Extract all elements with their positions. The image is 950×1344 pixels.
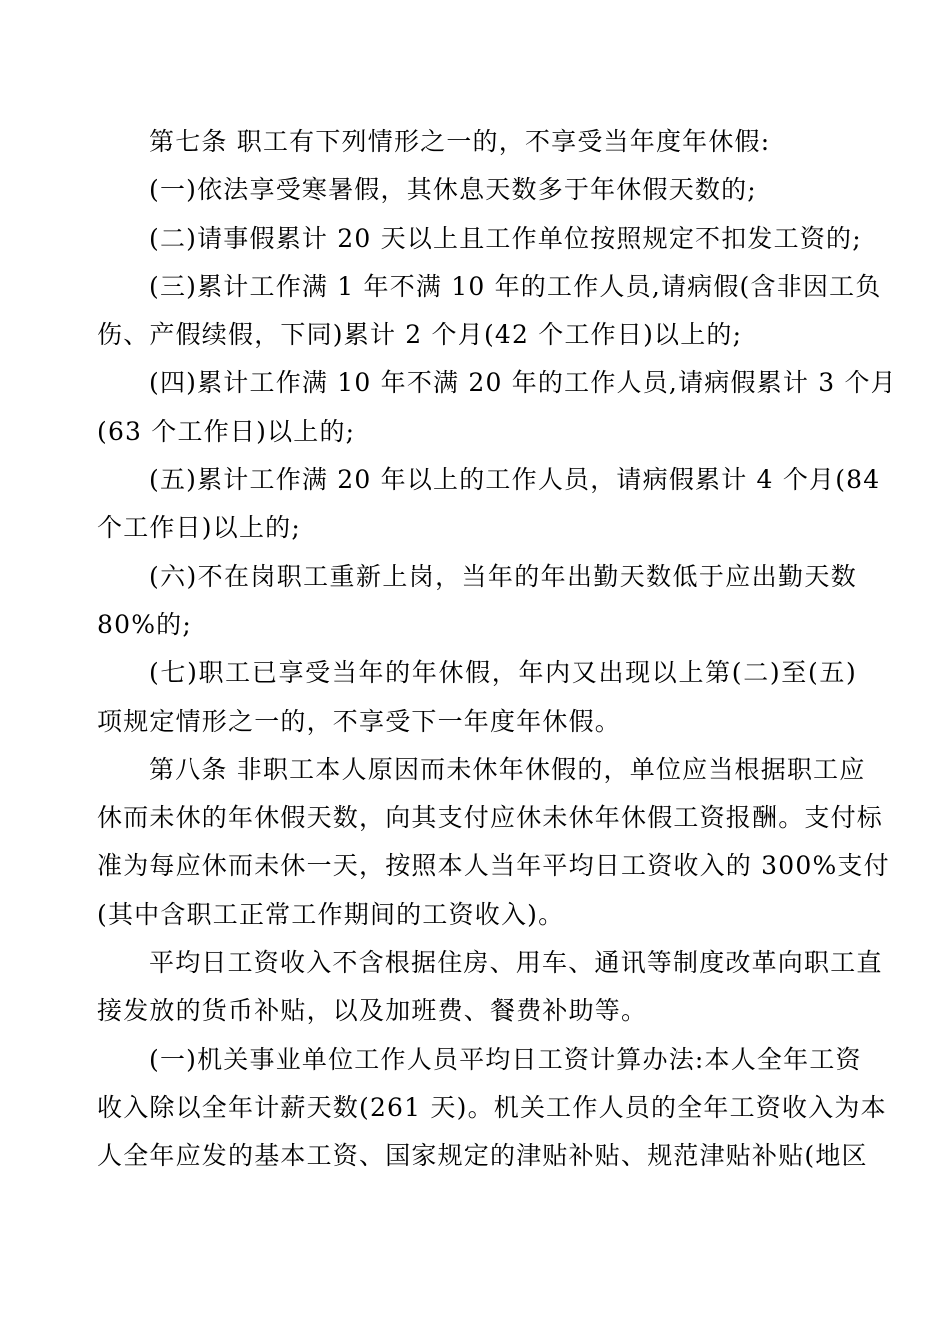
article-7-heading: 第七条 职工有下列情形之一的，不享受当年度年休假: [149,127,771,156]
article-7-item-7-line-2: 项规定情形之一的，不享受下一年度年休假。 [97,706,622,736]
article-7-item-3-line-2: 伤、产假续假，下同)累计 2 个月(42 个工作日)以上的; [97,320,743,350]
article-8-line-4: (其中含职工正常工作期间的工资收入)。 [97,899,565,929]
article-7-item-5-line-2: 个工作日)以上的; [97,513,301,543]
article-7-item-1: (一)依法享受寒暑假，其休息天数多于年休假天数的; [149,175,757,205]
article-7-item-7-line-1: (七)职工已享受当年的年休假，年内又出现以上第(二)至(五) [149,658,857,688]
document-body [97,118,897,1181]
article-8-item-1-line-1: (一)机关事业单位工作人员平均日工资计算办法:本人全年工资 [149,1044,862,1074]
article-8-item-1-line-3: 人全年应发的基本工资、国家规定的津贴补贴、规范津贴补贴(地区 [97,1141,868,1171]
article-7-item-5-line-1: (五)累计工作满 20 年以上的工作人员，请病假累计 4 个月(84 [149,465,881,495]
article-7-item-3-line-1: (三)累计工作满 1 年不满 10 年的工作人员,请病假(含非因工负 [149,271,882,301]
daily-wage-paragraph-line-1: 平均日工资收入不含根据住房、用车、通讯等制度改革向职工直 [149,948,883,978]
article-8-item-1-line-2: 收入除以全年计薪天数(261 天)。机关工作人员的全年工资收入为本 [97,1092,887,1122]
article-7-item-4-line-2: (63 个工作日)以上的; [97,416,356,446]
article-8-line-3: 准为每应休而未休一天，按照本人当年平均日工资收入的 300%支付 [97,851,890,881]
article-7-item-2: (二)请事假累计 20 天以上且工作单位按照规定不扣发工资的; [149,223,862,253]
article-8-line-2: 休而未休的年休假天数，向其支付应休未休年休假工资报酬。支付标 [97,803,884,833]
article-8-line-1: 第八条 非职工本人原因而未休年休假的，单位应当根据职工应 [149,754,866,784]
article-7-item-6-line-1: (六)不在岗职工重新上岗，当年的年出勤天数低于应出勤天数 [149,561,857,591]
article-7-item-4-line-1: (四)累计工作满 10 年不满 20 年的工作人员,请病假累计 3 个月 [149,368,897,398]
daily-wage-paragraph-line-2: 接发放的货币补贴，以及加班费、餐费补助等。 [97,996,648,1026]
article-7-item-6-line-2: 80%的; [97,609,192,639]
